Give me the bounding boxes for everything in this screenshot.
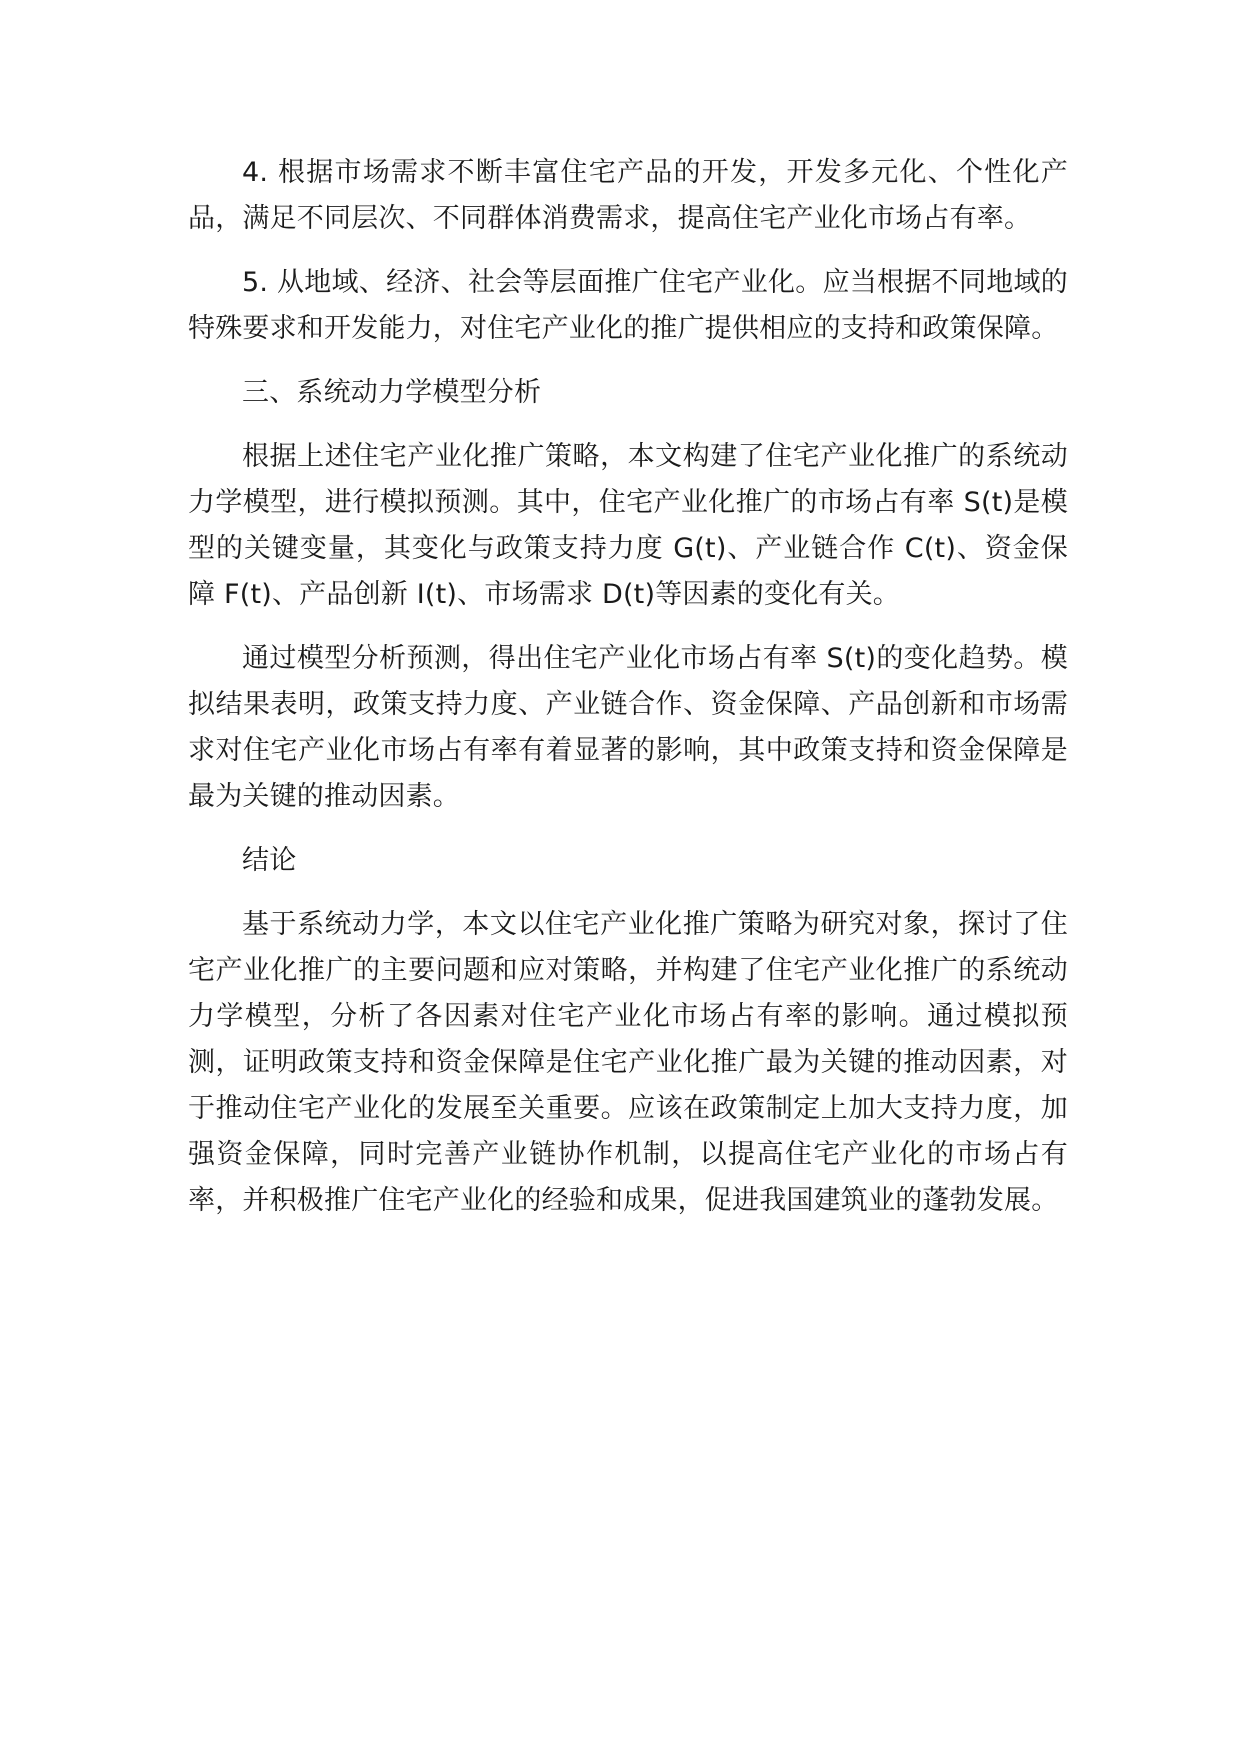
paragraph-item-4: 4. 根据市场需求不断丰富住宅产品的开发，开发多元化、个性化产品，满足不同层次、不同群体消费需求，提高住宅产业化市场占有率。 bbox=[188, 157, 1068, 234]
paragraph-model-description: 根据上述住宅产业化推广策略，本文构建了住宅产业化推广的系统动力学模型，进行模拟预测。其中，住宅产业化推广的市场占有率 S(t)是模型的关键变量，其变化与政策支持力度 G(t)、产业链合作 C(t)、资金保障 F(t)、产品创新 I(t)、市场需求 D(t)等因素的变化有关。 bbox=[188, 441, 1068, 610]
paragraph-item-5: 5. 从地域、经济、社会等层面推广住宅产业化。应当根据不同地域的特殊要求和开发能力，对住宅产业化的推广提供相应的支持和政策保障。 bbox=[188, 267, 1068, 344]
section-heading-model-analysis: 三、系统动力学模型分析 bbox=[242, 377, 542, 408]
section-heading-conclusion: 结论 bbox=[242, 845, 297, 876]
paragraph-simulation-results: 通过模型分析预测，得出住宅产业化市场占有率 S(t)的变化趋势。模拟结果表明，政策支持力度、产业链合作、资金保障、产品创新和市场需求对住宅产业化市场占有率有着显著的影响，其中政策支持和资金保障是最为关键的推动因素。 bbox=[188, 643, 1068, 812]
document-body bbox=[188, 150, 1068, 1242]
paragraph-conclusion: 基于系统动力学，本文以住宅产业化推广策略为研究对象，探讨了住宅产业化推广的主要问题和应对策略，并构建了住宅产业化推广的系统动力学模型，分析了各因素对住宅产业化市场占有率的影响。通过模拟预测，证明政策支持和资金保障是住宅产业化推广最为关键的推动因素，对于推动住宅产业化的发展至关重要。应该在政策制定上加大支持力度，加强资金保障，同时完善产业链协作机制，以提高住宅产业化的市场占有率，并积极推广住宅产业化的经验和成果，促进我国建筑业的蓬勃发展。 bbox=[188, 909, 1068, 1216]
